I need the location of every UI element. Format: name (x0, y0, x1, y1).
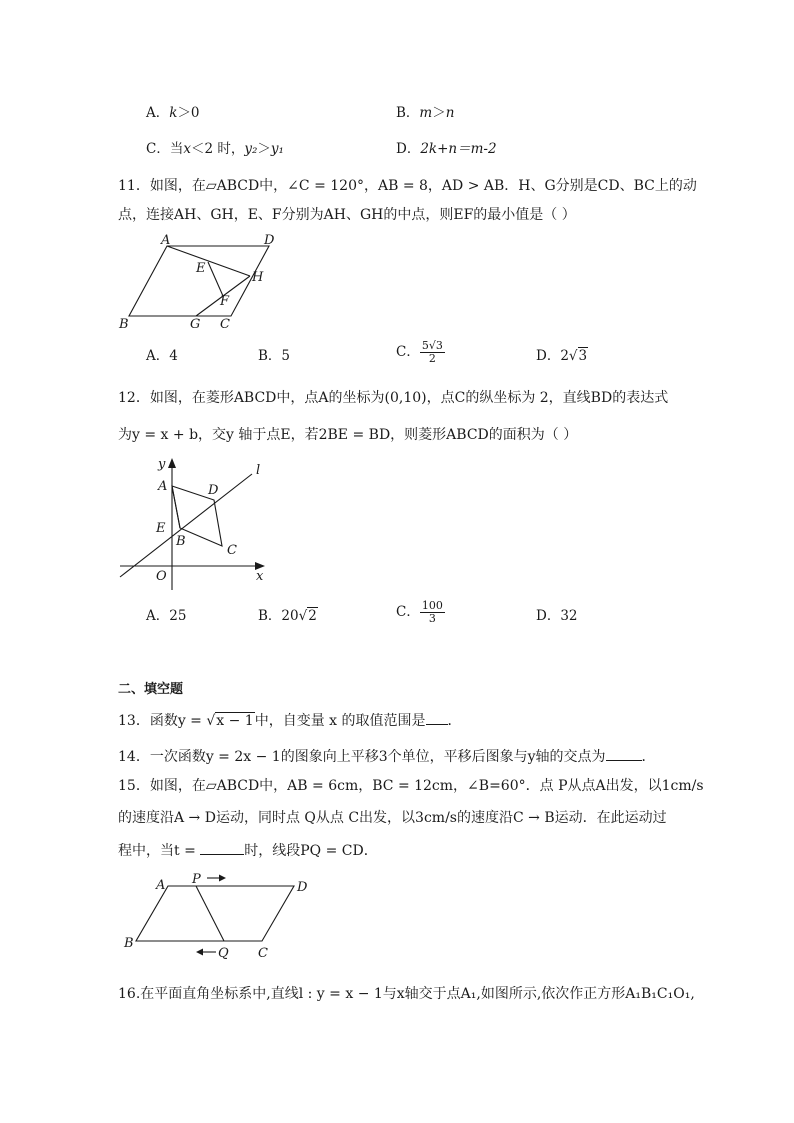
q15-label-c: C (258, 946, 268, 961)
q11-label-c: C (220, 317, 230, 332)
q11-option-c: C． $\frac{5√3}{2}$ (396, 339, 443, 365)
q12-label-e: E (156, 521, 166, 536)
q12-option-c: C． $\frac{100}{3}$ (396, 599, 443, 625)
q12-label-d: D (208, 483, 219, 498)
q11-label-h: H (252, 270, 264, 285)
q15-parallelogram (136, 886, 294, 941)
q12-label-x: x (256, 569, 264, 584)
q11-label-g: G (190, 317, 201, 332)
q15-arrowhead-p (219, 875, 226, 882)
q14-text: 14．一次函数y = 2x − 1的图象向上平移3个单位，平移后图象与y轴的交点为 ． (118, 746, 656, 767)
q12-text-line1: 12．如图，在菱形ABCD中，点A的坐标为(0,10)，点C的纵坐标为 2，直线BD的表达式 (118, 390, 669, 406)
q10-option-a: A．k＞0 (146, 105, 200, 121)
q12-option-d: D．32 (536, 608, 578, 624)
q12-label-a: A (158, 479, 168, 494)
q11-text-line2: 点，连接AH、GH，E、F分别为AH、GH的中点，则EF的最小值是（ ） (118, 207, 576, 223)
q15-label-p: P (192, 872, 201, 887)
section-title: 二、填空题 (118, 682, 184, 697)
q10-option-c: C．当x＜2 时，y₂＞y₁ (146, 141, 284, 157)
q15-text-line1: 15．如图，在▱ABCD中，AB = 6cm，BC = 12cm，∠B=60°．点 P从点A出发，以1cm/s (118, 778, 704, 794)
q12-label-c: C (227, 543, 237, 558)
q15-arrowhead-q (196, 949, 203, 956)
q11-option-d: D．2√3 (536, 348, 588, 364)
q11-option-b: B．5 (258, 348, 291, 364)
q11-label-b: B (119, 317, 129, 332)
q12-label-b: B (176, 534, 186, 549)
q10-option-d: D．2k+n＝m-2 (396, 141, 497, 157)
q12-label-y: y (158, 457, 166, 472)
q12-option-b: B．20√2 (258, 608, 317, 624)
q12-label-o: O (156, 569, 167, 584)
q15-label-b: B (124, 936, 134, 951)
q15-label-d: D (297, 880, 308, 895)
q15-segment-pq (196, 886, 224, 941)
q11-text-line1: 11．如图，在▱ABCD中，∠C = 120°，AB = 8，AD > AB．H、G分别是CD、BC上的动 (118, 178, 697, 194)
q10-option-b: B．m＞n (396, 105, 455, 121)
q16-text-line1: 16.在平面直角坐标系中,直线l : y = x − 1与x轴交于点A₁,如图所示,依次作正方形A₁B₁C₁O₁, (118, 986, 695, 1002)
q15-text-line3: 程中，当t = 时，线段PQ = CD． (118, 840, 378, 861)
q15-label-a: A (156, 878, 166, 893)
q11-option-a: A．4 (146, 348, 178, 364)
q13-text: 13．函数y = √x − 1中，自变量 x 的取值范围是 ． (118, 710, 462, 731)
q11-label-e: E (196, 261, 206, 276)
q11-label-f: F (220, 294, 230, 309)
q12-text-line2: 为y = x + b，交y 轴于点E，若2BE = BD，则菱形ABCD的面积为（ ） (118, 427, 578, 443)
q12-label-l: l (256, 463, 261, 478)
q15-text-line2: 的速度沿A → D运动，同时点 Q从点 C出发，以3cm/s的速度沿C → B运动．在此运动过 (118, 810, 667, 826)
q11-label-a: A (161, 233, 171, 248)
q15-label-q: Q (218, 946, 229, 961)
q12-option-a: A．25 (146, 608, 187, 624)
q11-label-d: D (264, 233, 275, 248)
